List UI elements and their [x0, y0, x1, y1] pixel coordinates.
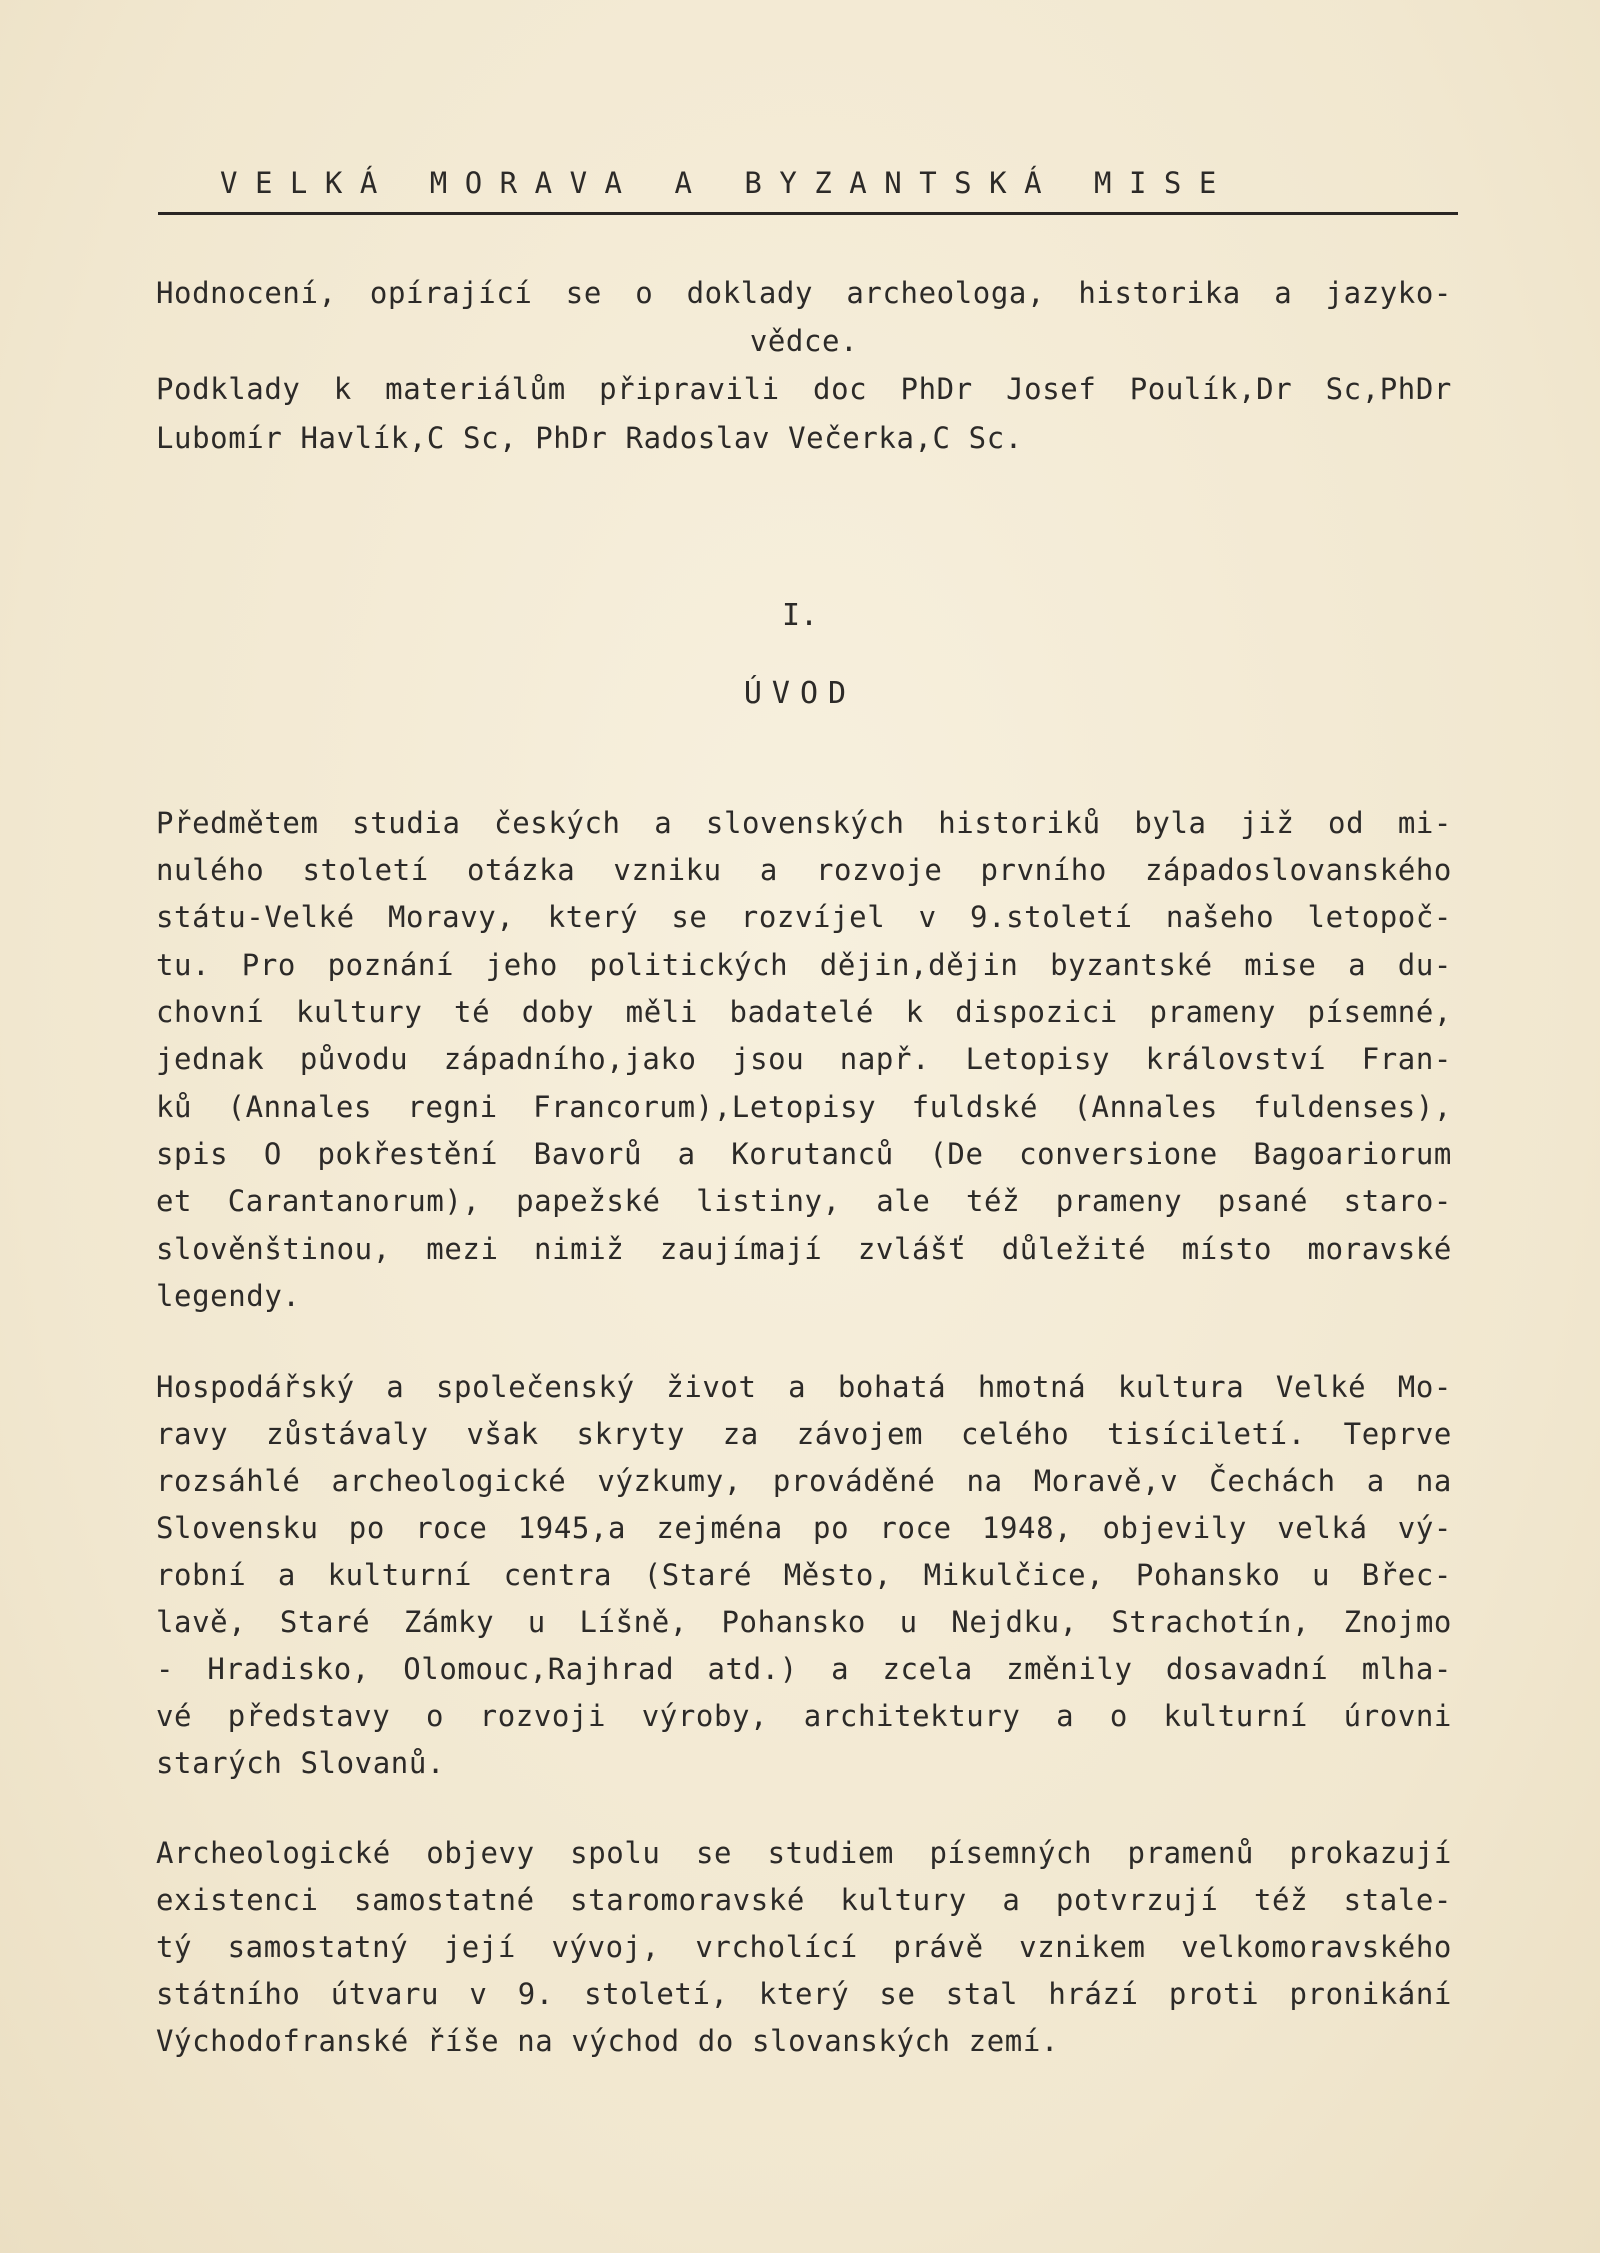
header-rule	[158, 212, 1458, 215]
paragraph-line: ravy zůstávaly však skryty za závojem celého tisíciletí. Teprve	[156, 1417, 1452, 1451]
paragraph-line: tý samostatný její vývoj, vrcholící právě vznikem velkomoravského	[156, 1930, 1452, 1964]
paragraph-line: Archeologické objevy spolu se studiem písemných pramenů prokazují	[156, 1836, 1452, 1870]
intro-line: vědce.	[749, 324, 859, 358]
paragraph-line: robní a kulturní centra (Staré Město, Mikulčice, Pohansko u Břec-	[156, 1558, 1452, 1592]
paragraph-line: Východofranské říše na východ do slovanských zemí.	[156, 2024, 1059, 2058]
header-title: VELKÁ MORAVA A BYZANTSKÁ MISE	[220, 166, 1234, 200]
paragraph-line: legendy.	[156, 1279, 301, 1313]
paragraph-line: státu-Velké Moravy, který se rozvíjel v 9.století našeho letopoč-	[156, 900, 1452, 934]
section-number: I.	[781, 598, 819, 633]
paragraph-line: rozsáhlé archeologické výzkumy, prováděné na Moravě,v Čechách a na	[156, 1464, 1452, 1498]
paragraph-line: slověnštinou, mezi nimiž zaujímají zvlášť důležité místo moravské	[156, 1232, 1452, 1266]
paragraph-line: lavě, Staré Zámky u Líšně, Pohansko u Nejdku, Strachotín, Znojmo	[156, 1605, 1452, 1639]
paragraph-line: starých Slovanů.	[156, 1746, 445, 1780]
paragraph-line: Předmětem studia českých a slovenských historiků byla již od mi-	[156, 806, 1452, 840]
paragraph-line: vé představy o rozvoji výroby, architektury a o kulturní úrovni	[156, 1699, 1452, 1733]
paragraph-line: existenci samostatné staromoravské kultury a potvrzují též stale-	[156, 1883, 1452, 1917]
paragraph-line: státního útvaru v 9. století, který se stal hrází proti pronikání	[156, 1977, 1452, 2011]
paragraph-line: Slovensku po roce 1945,a zejména po roce 1948, objevily velká vý-	[156, 1511, 1452, 1545]
paragraph-line: spis O pokřestění Bavorů a Korutanců (De conversione Bagoariorum	[156, 1137, 1452, 1171]
paragraph-line: ků (Annales regni Francorum),Letopisy fuldské (Annales fuldenses),	[156, 1090, 1452, 1124]
paragraph-line: nulého století otázka vzniku a rozvoje prvního západoslovanského	[156, 853, 1452, 887]
paragraph-line: tu. Pro poznání jeho politických dějin,dějin byzantské mise a du-	[156, 948, 1452, 982]
paragraph-line: jednak původu západního,jako jsou např. Letopisy království Fran-	[156, 1042, 1452, 1076]
section-title: ÚVOD	[743, 676, 857, 711]
paragraph-line: chovní kultury té doby měli badatelé k dispozici prameny písemné,	[156, 995, 1452, 1029]
paragraph-line: et Carantanorum), papežské listiny, ale též prameny psané staro-	[156, 1184, 1452, 1218]
intro-line: Hodnocení, opírající se o doklady archeologa, historika a jazyko-	[156, 276, 1452, 310]
intro-line: Lubomír Havlík,C Sc, PhDr Radoslav Večerka,C Sc.	[156, 421, 1023, 455]
paragraph-line: Hospodářský a společenský život a bohatá hmotná kultura Velké Mo-	[156, 1370, 1452, 1404]
paragraph-line: - Hradisko, Olomouc,Rajhrad atd.) a zcela změnily dosavadní mlha-	[156, 1652, 1452, 1686]
intro-line: Podklady k materiálům připravili doc PhDr Josef Poulík,Dr Sc,PhDr	[156, 372, 1452, 406]
